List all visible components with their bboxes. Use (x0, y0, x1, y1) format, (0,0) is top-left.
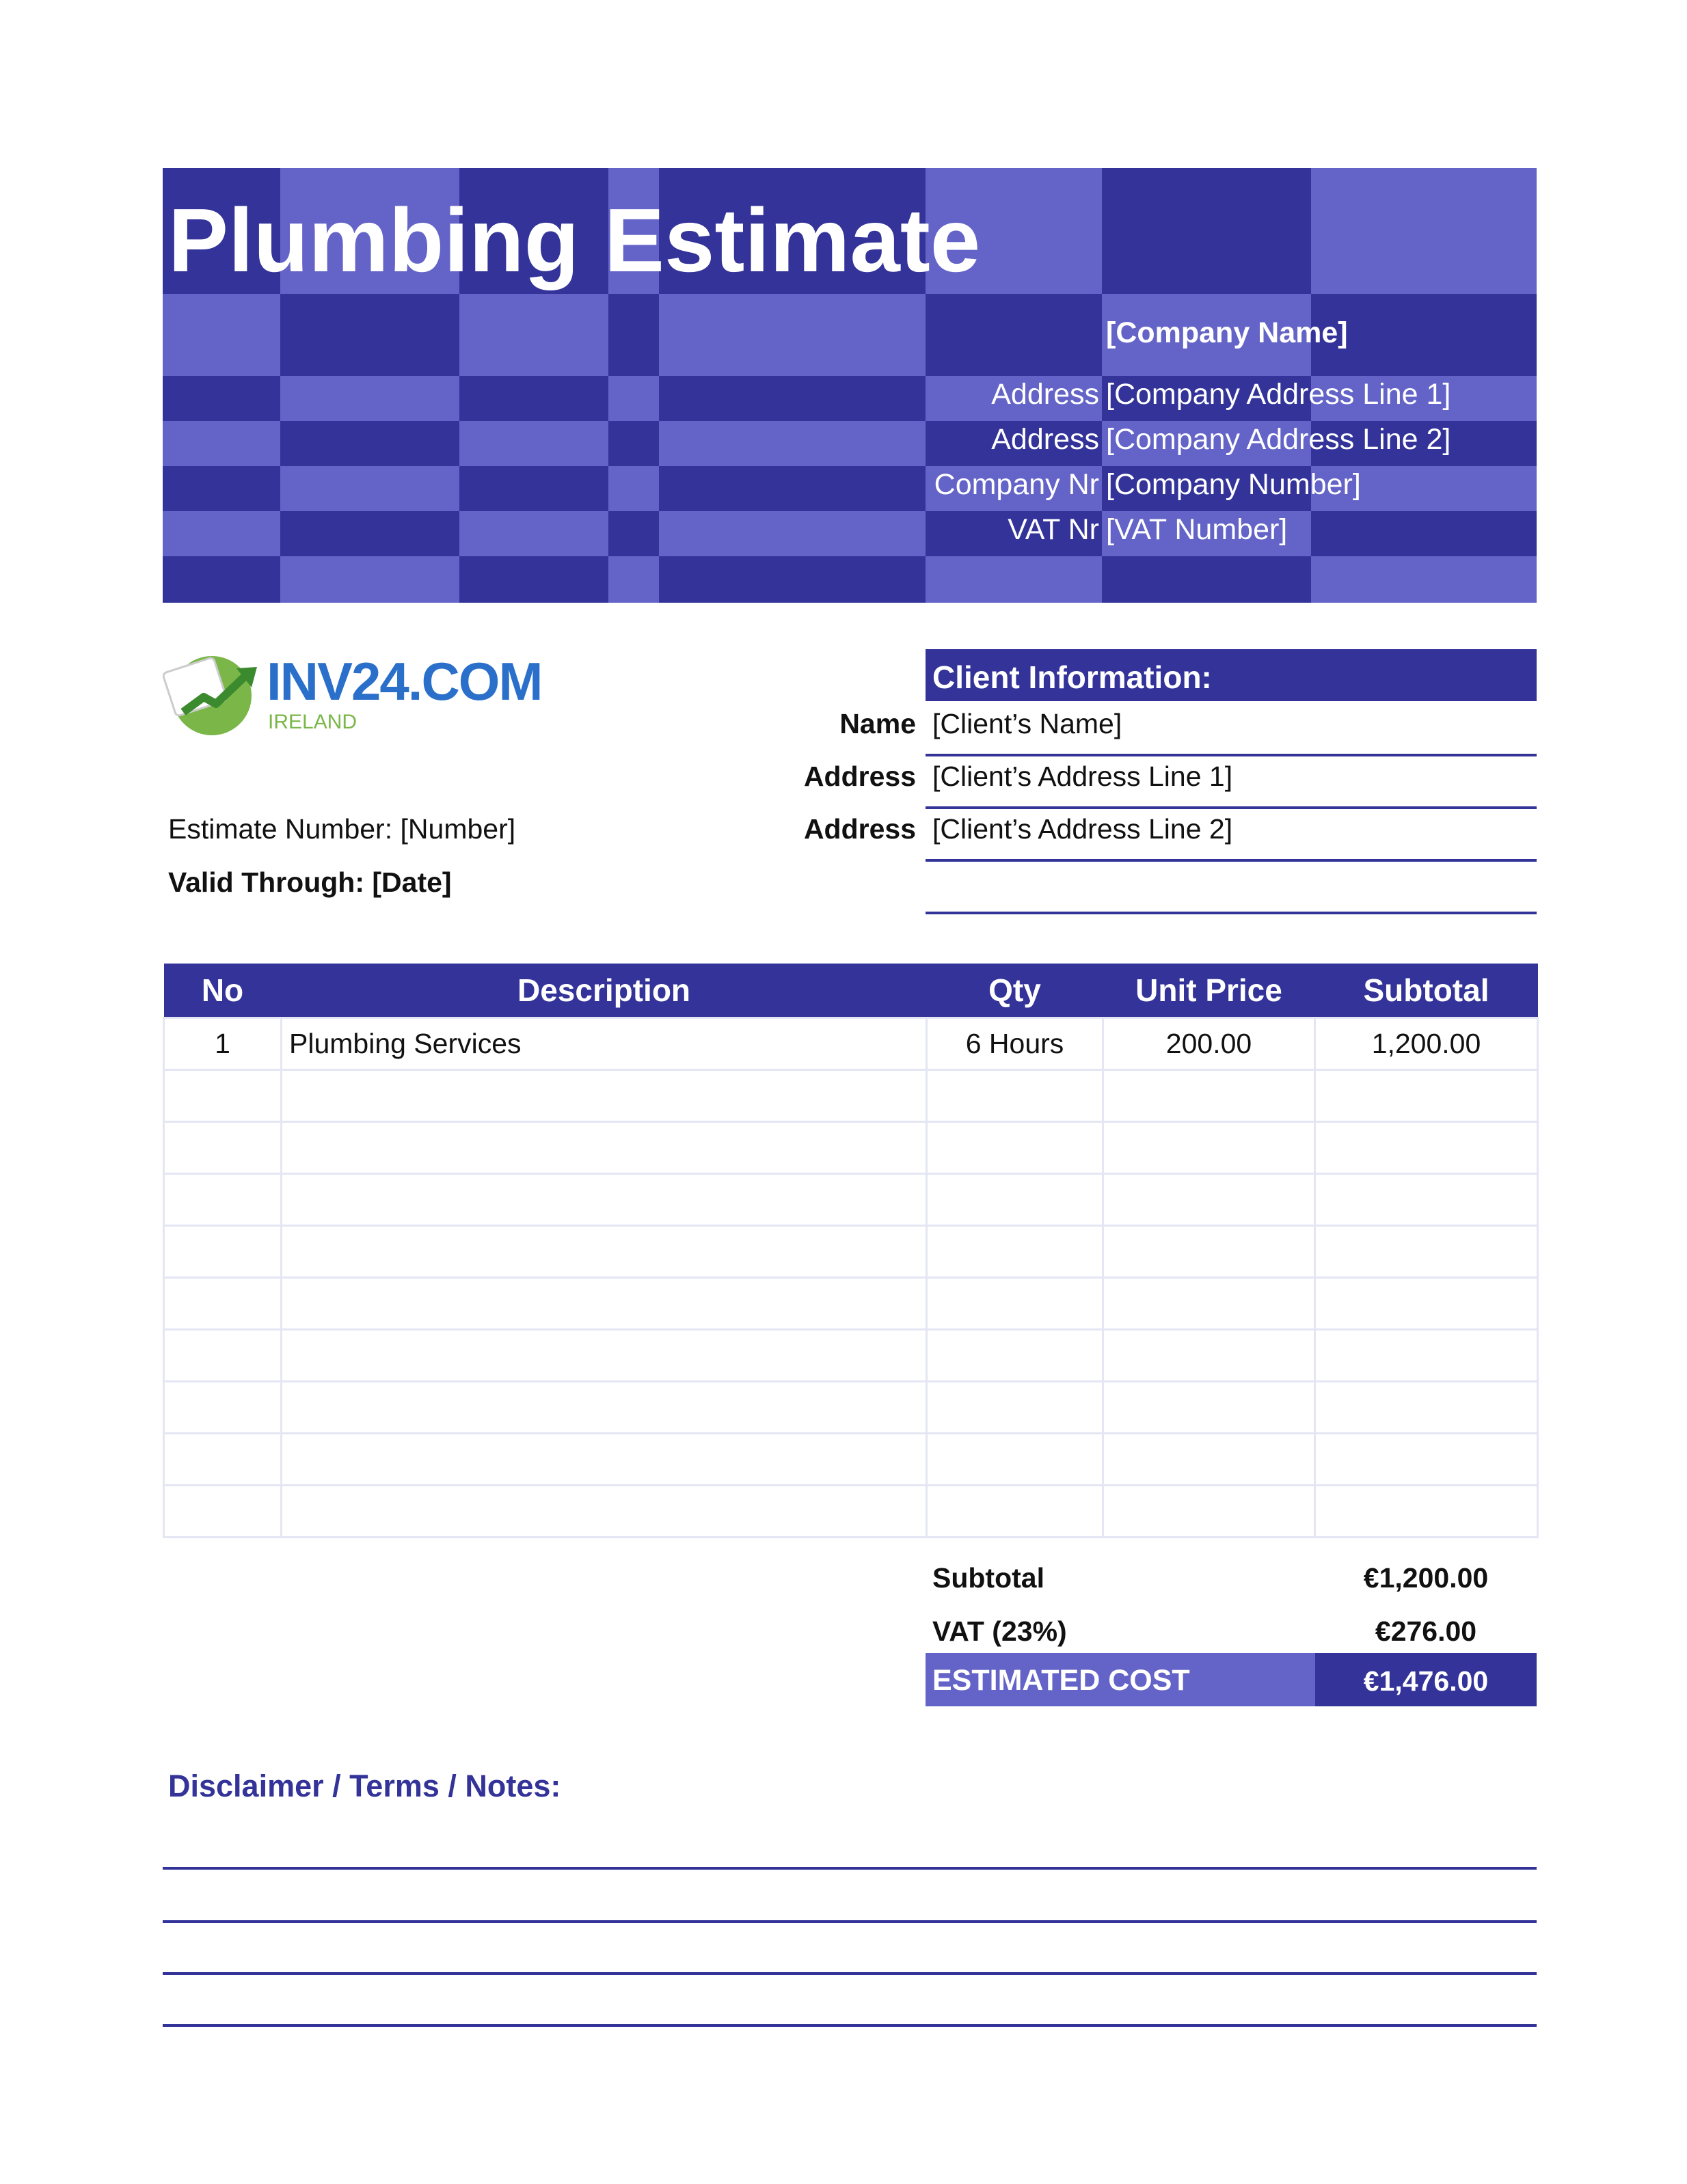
cell-subtotal[interactable] (1315, 1434, 1538, 1486)
page-title: Plumbing Estimate (168, 190, 981, 290)
cell-description[interactable] (282, 1226, 927, 1278)
cell-no[interactable] (164, 1278, 282, 1330)
cell-unit-price[interactable] (1103, 1330, 1315, 1382)
estimated-cost-row (926, 1653, 1537, 1706)
cell-unit-price[interactable] (1103, 1070, 1315, 1122)
header-checker-cell (1102, 168, 1311, 294)
column-header-unit-price: Unit Price (1103, 964, 1315, 1018)
cell-description[interactable] (282, 1070, 927, 1122)
cell-no[interactable] (164, 1486, 282, 1538)
estimate-number (168, 813, 515, 845)
header-banner (163, 168, 1537, 603)
cell-subtotal[interactable] (1315, 1382, 1538, 1434)
header-checker-cell (608, 466, 659, 511)
header-checker-cell (163, 421, 280, 466)
notes-line[interactable] (163, 2024, 1537, 2027)
cell-no[interactable]: 1 (164, 1018, 282, 1070)
header-checker-cell (163, 511, 280, 556)
subtotal-value: €1,200.00 (1363, 1562, 1489, 1594)
chart-arrow-icon (163, 649, 265, 738)
header-checker-cell (280, 466, 459, 511)
table-row (164, 1382, 1538, 1434)
cell-description[interactable] (282, 1330, 927, 1382)
cell-description[interactable] (282, 1434, 927, 1486)
company-field-value: [Company Address Line 2] (1106, 423, 1451, 456)
cell-no[interactable] (164, 1434, 282, 1486)
company-field-label: Address (991, 423, 1099, 456)
table-row (164, 1434, 1538, 1486)
cell-subtotal[interactable] (1315, 1122, 1538, 1174)
header-checker-cell (280, 556, 459, 603)
cell-no[interactable] (164, 1382, 282, 1434)
cell-unit-price[interactable] (1103, 1122, 1315, 1174)
cell-qty[interactable]: 6 Hours (927, 1018, 1103, 1070)
cell-subtotal[interactable] (1315, 1330, 1538, 1382)
cell-description[interactable] (282, 1278, 927, 1330)
cell-unit-price[interactable] (1103, 1278, 1315, 1330)
client-address-1-field[interactable]: [Client’s Address Line 1] (932, 761, 1233, 792)
company-name: [Company Name] (1106, 316, 1348, 349)
header-checker-cell (280, 294, 459, 376)
estimated-cost-label: ESTIMATED COST (926, 1653, 1315, 1706)
cell-unit-price[interactable] (1103, 1434, 1315, 1486)
vat-label: VAT (23%) (932, 1615, 1067, 1647)
cell-qty[interactable] (927, 1278, 1103, 1330)
table-row (164, 1330, 1538, 1382)
company-field-label: Address (991, 378, 1099, 411)
header-checker-cell (280, 511, 459, 556)
header-checker-cell (163, 376, 280, 421)
cell-qty[interactable] (927, 1434, 1103, 1486)
header-checker-cell (459, 376, 608, 421)
column-header-subtotal: Subtotal (1315, 964, 1538, 1018)
items-table (163, 964, 1537, 1538)
table-row (164, 1174, 1538, 1226)
company-field-value: [Company Number] (1106, 468, 1361, 501)
table-row (164, 1278, 1538, 1330)
header-checker-cell (659, 466, 926, 511)
client-info-heading: Client Information: (926, 649, 1537, 701)
header-checker-cell (459, 556, 608, 603)
cell-subtotal[interactable] (1315, 1486, 1538, 1538)
table-row (164, 1226, 1538, 1278)
company-field-value: [VAT Number] (1106, 513, 1288, 546)
table-row (164, 1486, 1538, 1538)
header-checker-cell (459, 294, 608, 376)
notes-line[interactable] (163, 1920, 1537, 1923)
cell-qty[interactable] (927, 1330, 1103, 1382)
cell-unit-price[interactable] (1103, 1226, 1315, 1278)
cell-description[interactable] (282, 1174, 927, 1226)
estimate-number-value[interactable]: [Number] (400, 813, 516, 845)
header-checker-cell (926, 294, 1102, 376)
cell-qty[interactable] (927, 1122, 1103, 1174)
header-checker-cell (608, 294, 659, 376)
header-checker-cell (659, 376, 926, 421)
header-checker-cell (1311, 556, 1537, 603)
cell-subtotal[interactable] (1315, 1226, 1538, 1278)
header-checker-cell (1102, 556, 1311, 603)
header-checker-cell (1311, 511, 1537, 556)
notes-title: Disclaimer / Terms / Notes: (168, 1769, 561, 1803)
header-checker-cell (163, 556, 280, 603)
cell-subtotal[interactable] (1315, 1278, 1538, 1330)
valid-through (168, 866, 452, 899)
cell-subtotal[interactable] (1315, 1070, 1538, 1122)
header-checker-cell (163, 294, 280, 376)
header-checker-cell (459, 466, 608, 511)
header-checker-cell (659, 294, 926, 376)
brand-logo (163, 649, 542, 738)
client-label: Name (839, 708, 916, 739)
client-label: Address (803, 813, 916, 845)
cell-description[interactable] (282, 1486, 927, 1538)
header-checker-cell (659, 511, 926, 556)
logo-text: INV24.COM (267, 651, 542, 711)
cell-no[interactable] (164, 1174, 282, 1226)
column-header-qty: Qty (927, 964, 1103, 1018)
cell-qty[interactable] (927, 1174, 1103, 1226)
cell-no[interactable] (164, 1070, 282, 1122)
valid-through-value[interactable]: [Date] (372, 866, 452, 898)
cell-no[interactable] (164, 1122, 282, 1174)
company-field-label: VAT Nr (1008, 513, 1099, 546)
table-row (164, 1122, 1538, 1174)
cell-description[interactable]: Plumbing Services (282, 1018, 927, 1070)
column-header-no: No (164, 964, 282, 1018)
header-checker-cell (608, 421, 659, 466)
estimate-number-label: Estimate Number: (168, 813, 393, 845)
cell-unit-price[interactable]: 200.00 (1103, 1018, 1315, 1070)
cell-unit-price[interactable] (1103, 1174, 1315, 1226)
client-row-empty (926, 859, 1537, 914)
subtotal-label: Subtotal (932, 1562, 1044, 1594)
header-checker-cell (608, 376, 659, 421)
company-field-value: [Company Address Line 1] (1106, 378, 1451, 411)
cell-unit-price[interactable] (1103, 1486, 1315, 1538)
header-checker-cell (459, 421, 608, 466)
cell-subtotal[interactable] (1315, 1174, 1538, 1226)
cell-description[interactable] (282, 1382, 927, 1434)
table-row (164, 1070, 1538, 1122)
company-field-label: Company Nr (934, 468, 1099, 501)
estimated-cost-value: €1,476.00 (1315, 1653, 1537, 1706)
cell-description[interactable] (282, 1122, 927, 1174)
header-checker-cell (163, 466, 280, 511)
cell-subtotal[interactable]: 1,200.00 (1315, 1018, 1538, 1070)
notes-line[interactable] (163, 1867, 1537, 1870)
header-checker-cell (659, 556, 926, 603)
table-row (164, 1018, 1538, 1070)
header-checker-cell (926, 556, 1102, 603)
header-checker-cell (608, 511, 659, 556)
header-checker-cell (1311, 168, 1537, 294)
cell-qty[interactable] (927, 1226, 1103, 1278)
header-checker-cell (659, 421, 926, 466)
notes-line[interactable] (163, 1972, 1537, 1975)
header-checker-cell (280, 376, 459, 421)
cell-unit-price[interactable] (1103, 1382, 1315, 1434)
cell-qty[interactable] (927, 1070, 1103, 1122)
valid-through-label: Valid Through: (168, 866, 364, 898)
header-checker-cell (608, 556, 659, 603)
client-label: Address (803, 761, 916, 792)
client-address-2-field[interactable]: [Client’s Address Line 2] (932, 813, 1233, 845)
column-header-description: Description (282, 964, 927, 1018)
header-checker-cell (280, 421, 459, 466)
cell-qty[interactable] (927, 1486, 1103, 1538)
cell-qty[interactable] (927, 1382, 1103, 1434)
cell-no[interactable] (164, 1330, 282, 1382)
logo-subtext: IRELAND (268, 711, 357, 733)
vat-value: €276.00 (1375, 1615, 1477, 1647)
header-checker-cell (459, 511, 608, 556)
table-header-row (164, 964, 1538, 1018)
client-name-field[interactable]: [Client’s Name] (932, 708, 1122, 739)
cell-no[interactable] (164, 1226, 282, 1278)
